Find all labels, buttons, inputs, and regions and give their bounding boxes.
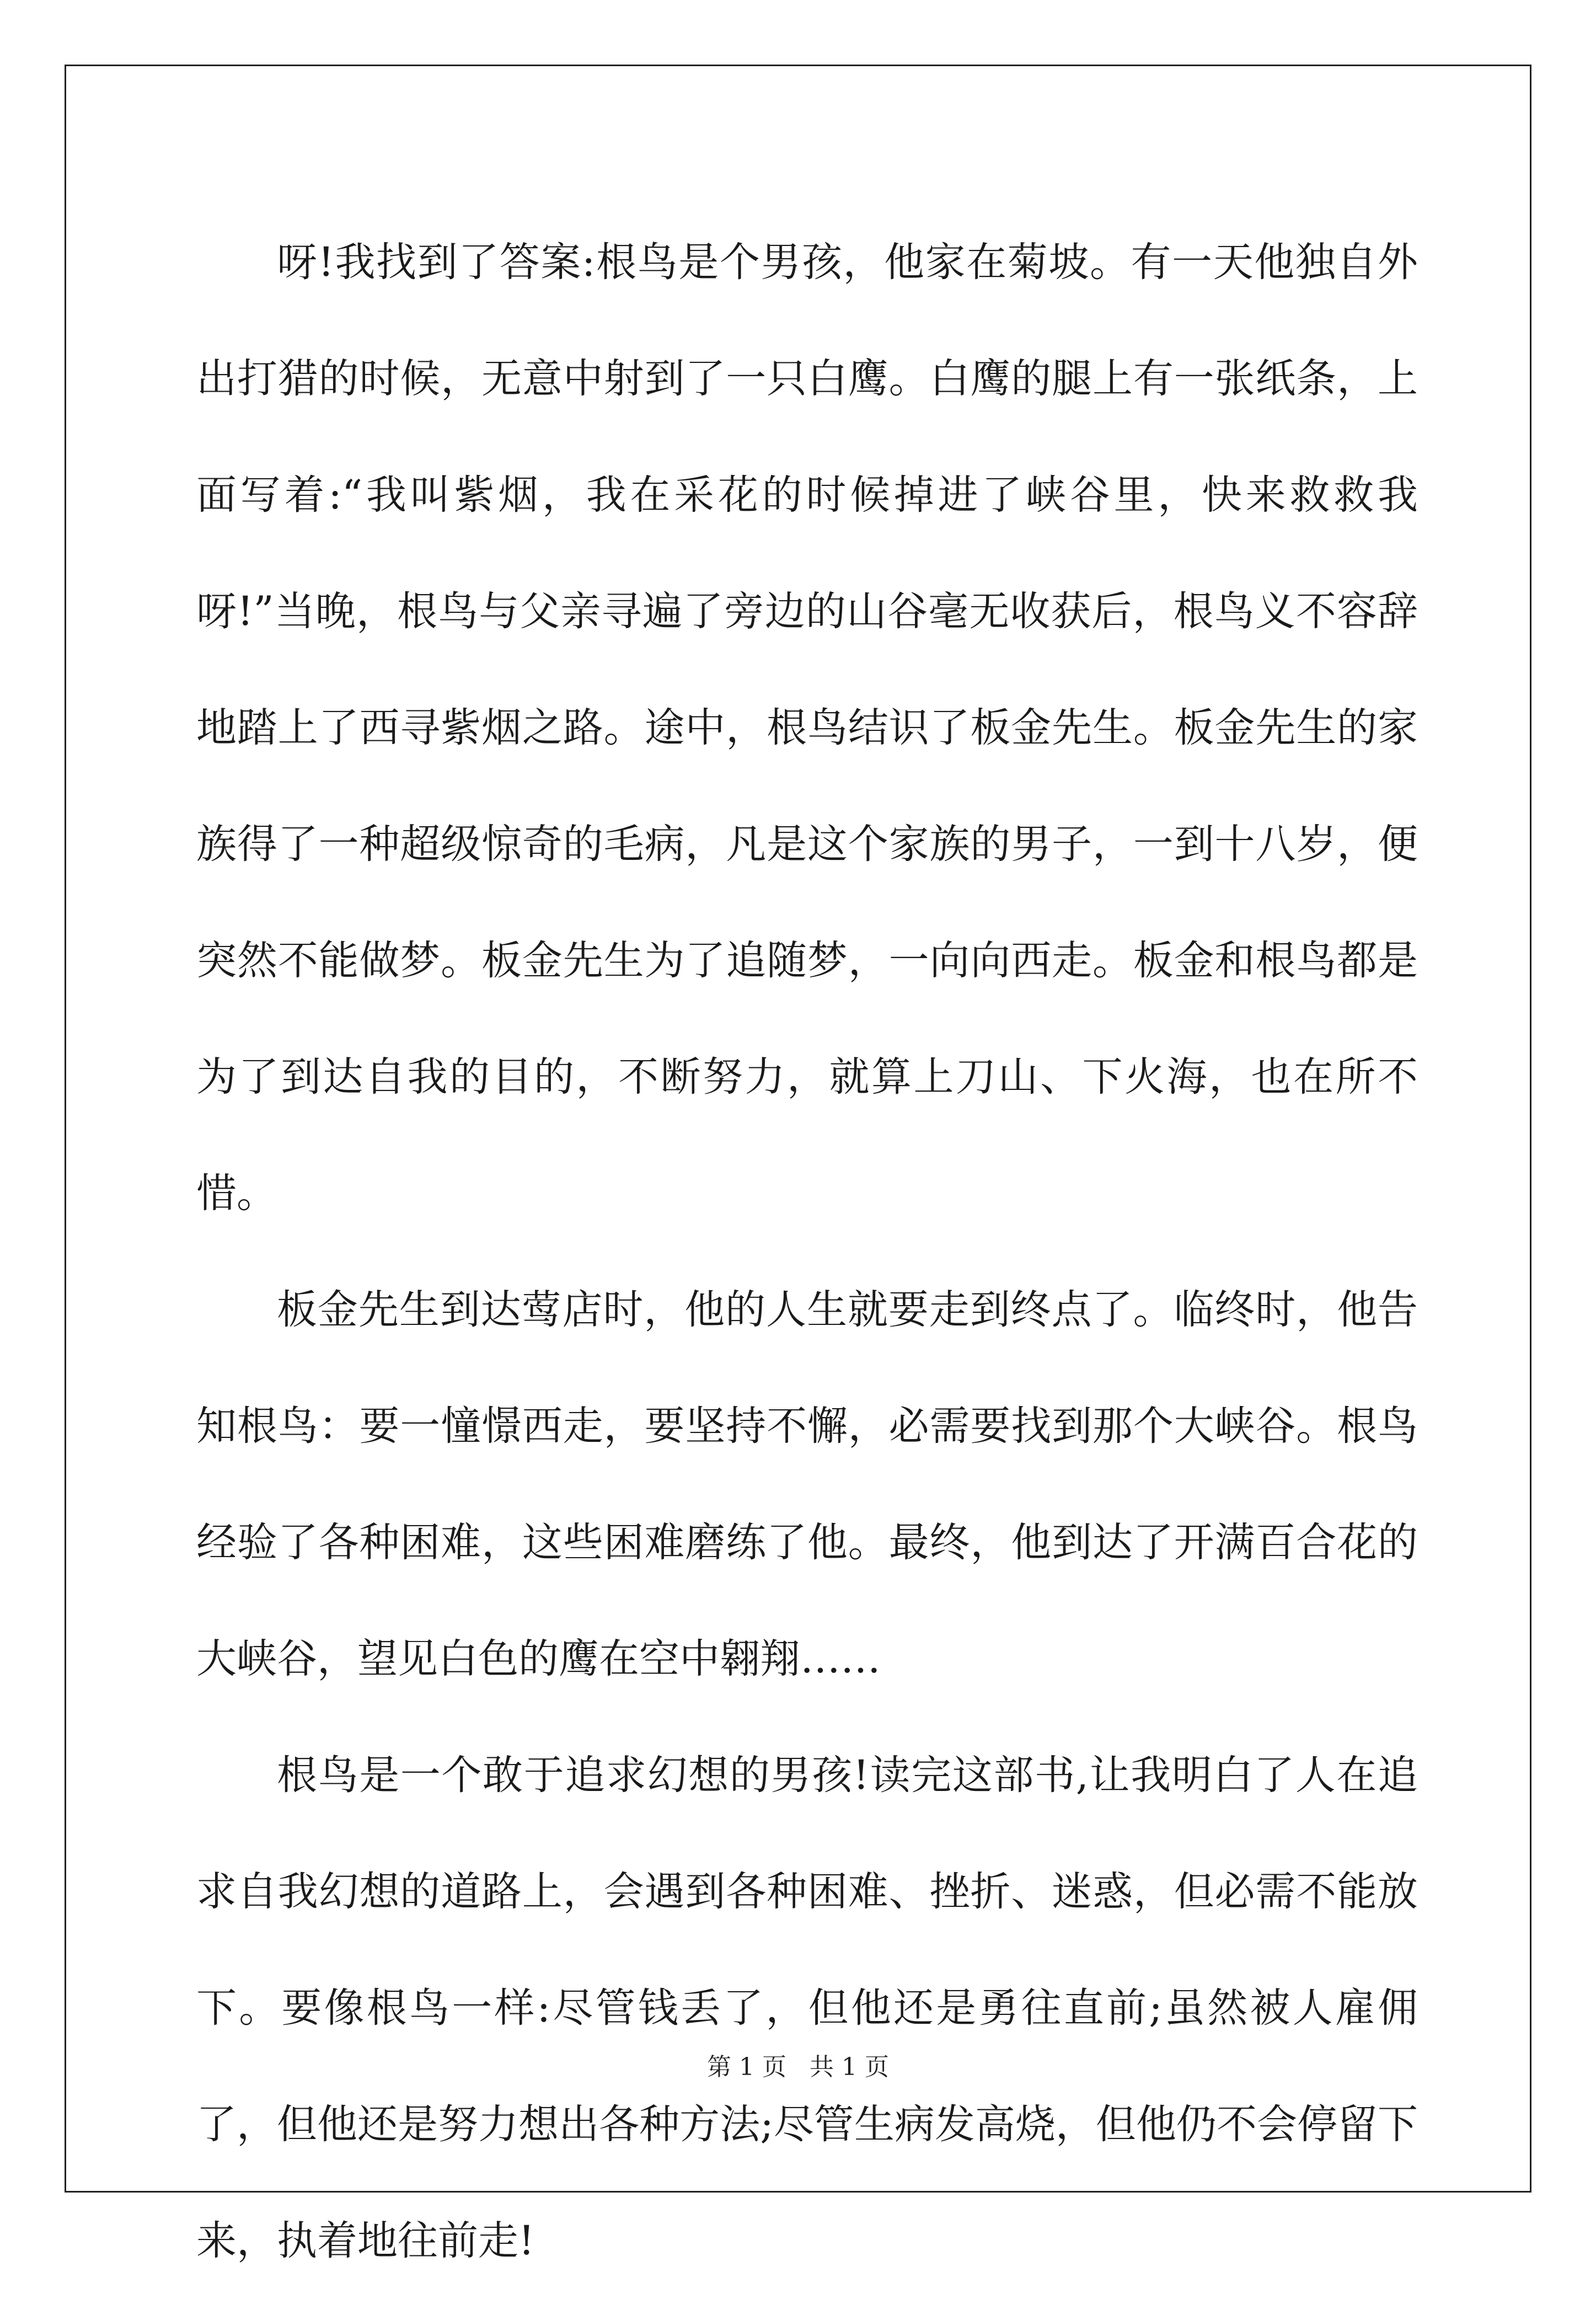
document-body (196, 204, 1418, 2299)
paragraph-1: 呀!我找到了答案:根鸟是个男孩，他家在菊坡。有一天他独自外出打猎的时候，无意中射到了一只白鹰。白鹰的腿上有一张纸条，上面写着:“我叫紫烟，我在采花的时候掉进了峡谷里，快来救救我呀!”当晚，根鸟与父亲寻遍了旁边的山谷毫无收获后，根鸟义不容辞地踏上了西寻紫烟之路。途中，根鸟结识了板金先生。板金先生的家族得了一种超级惊奇的毛病，凡是这个家族的男子，一到十八岁，便突然不能做梦。板金先生为了追随梦，一向向西走。板金和根鸟都是为了到达自我的目的，不断努力，就算上刀山、下火海，也在所不惜。 (196, 239, 1418, 1217)
paragraph-3: 根鸟是一个敢于追求幻想的男孩!读完这部书,让我明白了人在追求自我幻想的道路上，会遇到各种困难、挫折、迷惑，但必需不能放下。要像根鸟一样:尽管钱丢了，但他还是勇往直前;虽然被人雇佣了，但他还是努力想出各种方法;尽管生病发高烧，但他仍不会停留下来，执着地往前走! (196, 1752, 1418, 2264)
page-number-footer: 第 1 页 共 1 页 (707, 2053, 889, 2081)
paragraph-2: 板金先生到达莺店时，他的人生就要走到终点了。临终时，他告知根鸟：要一憧憬西走，要坚持不懈，必需要找到那个大峡谷。根鸟经验了各种困难，这些困难磨练了他。最终，他到达了开满百合花的大峡谷，望见白色的鹰在空中翱翔…… (196, 1286, 1418, 1682)
